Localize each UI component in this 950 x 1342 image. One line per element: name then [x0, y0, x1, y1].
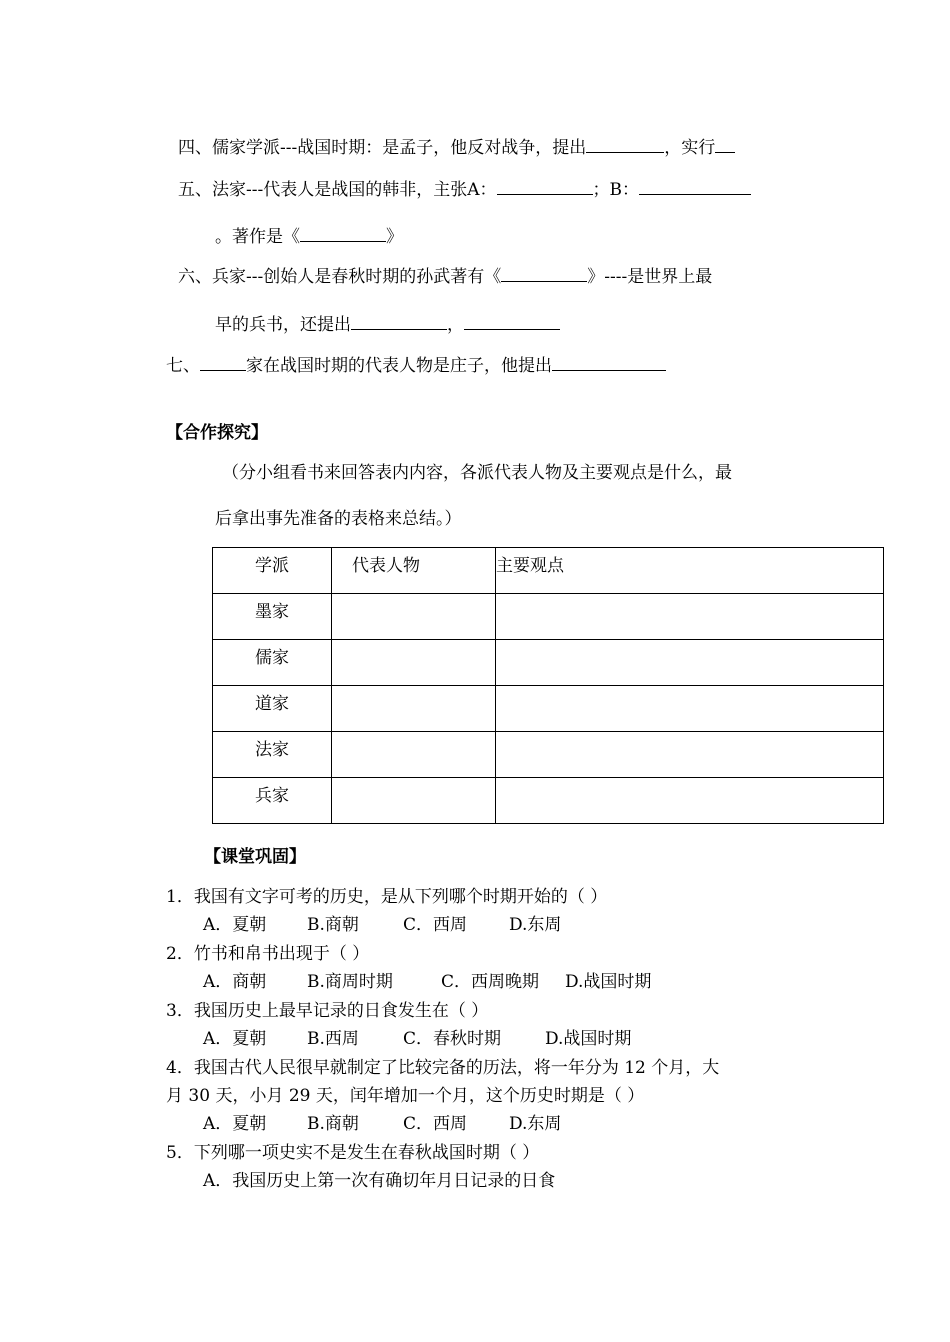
school-name: 道家 — [213, 686, 332, 732]
question-4-line-1: 4．我国古代人民很早就制定了比较完备的历法，将一年分为 12 个月，大 — [166, 1058, 720, 1078]
cooperate-intro-2: 后拿出事先准备的表格来总结。） — [215, 509, 462, 529]
option-d[interactable]: D.战国时期 — [565, 972, 652, 992]
question-3: 3．我国历史上最早记录的日食发生在（ ） — [166, 1001, 489, 1021]
line-4-mid: ，实行 — [664, 138, 716, 158]
views-cell[interactable] — [496, 686, 884, 732]
question-2-options — [203, 971, 651, 993]
option-a[interactable]: A．我国历史上第一次有确切年月日记录的日食 — [203, 1171, 556, 1191]
question-1: 1．我国有文字可考的历史，是从下列哪个时期开始的（ ） — [166, 887, 608, 907]
line-6b-prefix: 早的兵书，还提出 — [215, 315, 351, 335]
line-6-suffix: 》----是世界上最 — [587, 267, 713, 287]
question-5-options — [203, 1170, 555, 1192]
views-cell[interactable] — [496, 778, 884, 824]
line-7-prefix: 七、 — [166, 356, 200, 376]
option-a[interactable]: A．夏朝 — [203, 915, 267, 935]
blank[interactable] — [586, 135, 664, 153]
option-b[interactable]: B.商朝 — [307, 1114, 359, 1134]
table-row — [213, 686, 884, 732]
option-a[interactable]: A．夏朝 — [203, 1114, 267, 1134]
schools-summary-table — [212, 547, 884, 824]
line-5-prefix: 五、法家---代表人是战国的韩非，主张A： — [178, 180, 497, 200]
fill-line-6b — [215, 312, 560, 336]
header-school: 学派 — [213, 548, 332, 594]
representative-cell[interactable] — [332, 686, 496, 732]
representative-cell[interactable] — [332, 732, 496, 778]
line-7-mid: 家在战国时期的代表人物是庄子，他提出 — [246, 356, 552, 376]
option-d[interactable]: D.东周 — [509, 915, 562, 935]
question-2: 2．竹书和帛书出现于（ ） — [166, 944, 370, 964]
blank[interactable] — [464, 312, 560, 330]
question-3-options — [203, 1028, 631, 1050]
representative-cell[interactable] — [332, 594, 496, 640]
line-5b-prefix: 。著作是《 — [215, 227, 300, 247]
option-d[interactable]: D.东周 — [509, 1114, 562, 1134]
blank[interactable] — [200, 353, 246, 371]
blank[interactable] — [552, 353, 666, 371]
line-4-prefix: 四、儒家学派---战国时期：是孟子，他反对战争，提出 — [178, 138, 587, 158]
representative-cell[interactable] — [332, 640, 496, 686]
question-1-options — [203, 914, 561, 936]
representative-cell[interactable] — [332, 778, 496, 824]
views-cell[interactable] — [496, 640, 884, 686]
option-b[interactable]: B.西周 — [307, 1029, 359, 1049]
header-main-views: 主要观点 — [496, 548, 884, 594]
fill-line-4 — [178, 135, 735, 159]
blank[interactable] — [300, 224, 386, 242]
option-a[interactable]: A．商朝 — [203, 972, 267, 992]
option-c[interactable]: C．西周 — [403, 1114, 468, 1134]
table-row — [213, 778, 884, 824]
blank[interactable] — [501, 264, 587, 282]
school-name: 法家 — [213, 732, 332, 778]
fill-line-5b — [215, 224, 403, 248]
fill-line-7 — [166, 353, 666, 377]
question-4-line-2: 月 30 天，小月 29 天，闰年增加一个月，这个历史时期是（ ） — [166, 1086, 645, 1106]
line-5b-suffix: 》 — [386, 227, 403, 247]
views-cell[interactable] — [496, 594, 884, 640]
line-6-prefix: 六、兵家---创始人是春秋时期的孙武著有《 — [178, 267, 502, 287]
option-c[interactable]: C．春秋时期 — [403, 1029, 502, 1049]
blank[interactable] — [351, 312, 447, 330]
consolidate-heading: 【课堂巩固】 — [204, 847, 306, 867]
option-c[interactable]: C．西周 — [403, 915, 468, 935]
line-6b-mid: ， — [447, 315, 464, 335]
fill-line-6 — [178, 264, 712, 288]
school-name: 兵家 — [213, 778, 332, 824]
table-header-row — [213, 548, 884, 594]
blank[interactable] — [639, 177, 751, 195]
cooperate-heading: 【合作探究】 — [166, 423, 268, 443]
table-row — [213, 732, 884, 778]
blank[interactable] — [715, 135, 735, 153]
header-representative: 代表人物 — [332, 548, 496, 594]
option-d[interactable]: D.战国时期 — [545, 1029, 632, 1049]
option-a[interactable]: A．夏朝 — [203, 1029, 267, 1049]
option-b[interactable]: B.商朝 — [307, 915, 359, 935]
question-4-options — [203, 1113, 561, 1135]
question-5: 5．下列哪一项史实不是发生在春秋战国时期（ ） — [166, 1143, 540, 1163]
option-b[interactable]: B.商周时期 — [307, 972, 393, 992]
cooperate-intro-1: （分小组看书来回答表内内容，各派代表人物及主要观点是什么，最 — [222, 463, 732, 483]
fill-line-5 — [178, 177, 751, 201]
option-c[interactable]: C．西周晚期 — [441, 972, 540, 992]
line-5-mid: ；B： — [592, 180, 640, 200]
school-name: 墨家 — [213, 594, 332, 640]
blank[interactable] — [497, 177, 593, 195]
table-row — [213, 594, 884, 640]
school-name: 儒家 — [213, 640, 332, 686]
table-row — [213, 640, 884, 686]
views-cell[interactable] — [496, 732, 884, 778]
